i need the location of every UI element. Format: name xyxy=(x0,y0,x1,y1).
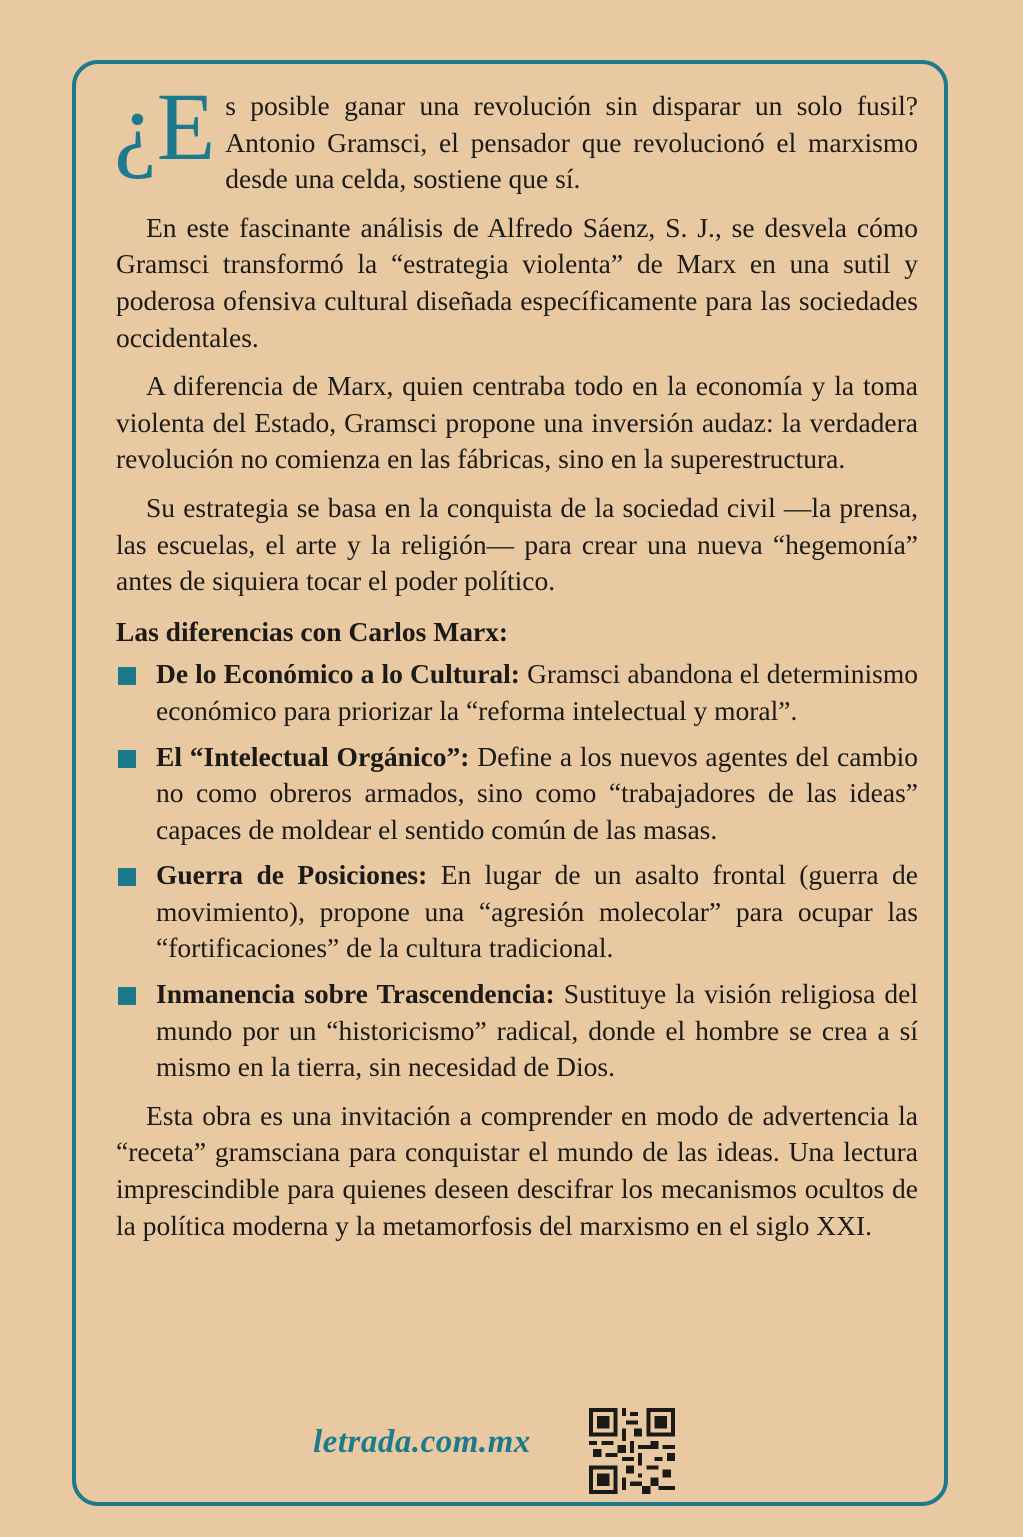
intro-paragraph xyxy=(114,73,918,198)
list-item xyxy=(116,656,918,729)
item-text: Sustituye la visión religiosa del mundo por un “historicismo” radical, donde el hombre se crea a sí mismo en la tierra, sin necesidad de Dios. xyxy=(156,978,919,1083)
list-item xyxy=(116,857,918,967)
closing-paragraph: Esta obra es una invitación a comprender en modo de advertencia la “receta” gramsciana para conquistar el mundo de las ideas. Una lectura imprescindible para quienes deseen descifrar los mecanismos ocultos de la política moderna y la metamorfosis del marxismo en el siglo XXI. xyxy=(116,1099,918,1241)
body-paragraph: A diferencia de Marx, quien centraba todo en la economía y la toma violenta del Estado, Gramsci propone una inversión audaz: la verdadera revolución no comienza en las fábricas, sino en la superestructura. xyxy=(116,370,918,475)
differences-heading: Las diferencias con Carlos Marx: xyxy=(116,615,509,647)
item-term: De lo Económico a lo Cultural: xyxy=(156,658,520,690)
item-term: El “Intelectual Orgánico”: xyxy=(156,740,470,772)
qr-code-icon[interactable] xyxy=(589,1408,675,1494)
differences-list xyxy=(116,656,918,1086)
square-bullet-icon xyxy=(118,667,136,685)
body-paragraph: En este fascinante análisis de Alfredo Sáenz, S. J., se desvela cómo Gramsci transformó la “estrategia violenta” de Marx en una sutil y poderosa ofensiva cultural diseñada específicamente para las sociedades occidentales. xyxy=(116,211,918,353)
item-term: Inmanencia sobre Trascendencia: xyxy=(156,978,555,1010)
list-item xyxy=(116,739,918,849)
footer xyxy=(0,1404,1023,1494)
square-bullet-icon xyxy=(118,868,136,886)
back-cover-text xyxy=(114,73,919,1256)
item-text: Gramsci abandona el determinismo económico para priorizar la “reforma intelectual y moral”. xyxy=(156,658,918,726)
drop-cap: ¿E xyxy=(114,73,216,180)
item-term: Guerra de Posiciones: xyxy=(156,859,428,891)
item-text: En lugar de un asalto frontal (guerra de movimiento), propone una “agresión molecolar” para ocupar las “fortificaciones” de la cultura tradicional. xyxy=(156,859,918,964)
body-paragraph: Su estrategia se basa en la conquista de la sociedad civil —la prensa, las escuelas, el arte y la religión— para crear una nueva “hegemonía” antes de siquiera tocar el poder político. xyxy=(116,491,918,597)
square-bullet-icon xyxy=(118,750,136,768)
square-bullet-icon xyxy=(118,987,136,1005)
item-text: Define a los nuevos agentes del cambio no como obreros armados, sino como “trabajadores de las ideas” capaces de moldear el sentido común de las masas. xyxy=(156,740,918,845)
list-item xyxy=(116,976,918,1086)
intro-text: s posible ganar una revolución sin disparar un solo fusil? Antonio Gramsci, el pensador que revolucionó el marxismo desde una celda, sostiene que sí. xyxy=(225,90,918,195)
website-link[interactable]: letrada.com.mx xyxy=(313,1424,531,1460)
